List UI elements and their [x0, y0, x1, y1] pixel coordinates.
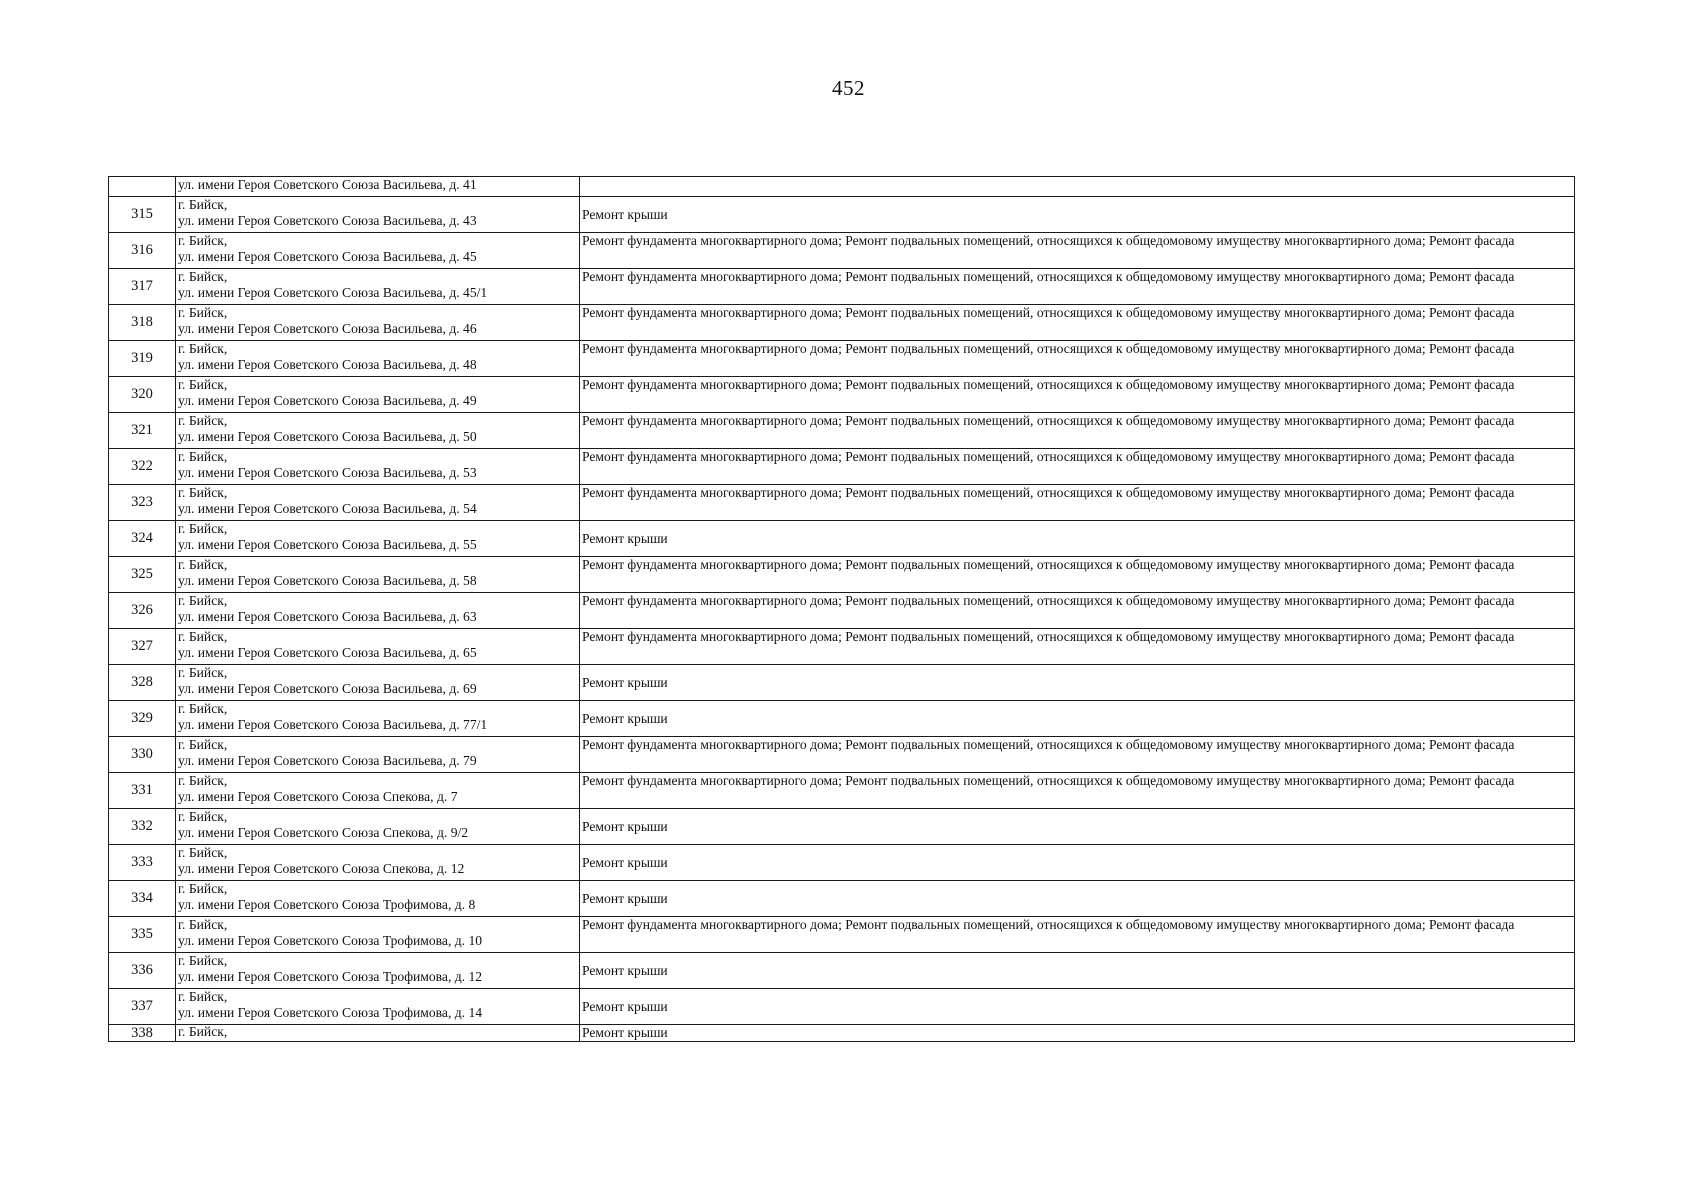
work-type-cell: Ремонт фундамента многоквартирного дома; Ремонт подвальных помещений, относящихся к общедомовому имуществу многоквартирного дома; Ремонт фасада — [580, 593, 1575, 629]
table-row — [109, 341, 1575, 377]
work-type-cell: Ремонт фундамента многоквартирного дома; Ремонт подвальных помещений, относящихся к общедомовому имуществу многоквартирного дома; Ремонт фасада — [580, 233, 1575, 269]
address-city: г. Бийск, — [178, 197, 228, 212]
row-number: 316 — [109, 233, 176, 269]
address-cell — [176, 773, 580, 809]
works-table — [108, 176, 1575, 1042]
row-number: 337 — [109, 989, 176, 1025]
address-cell — [176, 1025, 580, 1042]
address-street: ул. имени Героя Советского Союза Васильева, д. 63 — [178, 608, 477, 624]
row-number: 326 — [109, 593, 176, 629]
address-city: г. Бийск, — [178, 989, 228, 1004]
address-city: г. Бийск, — [178, 413, 228, 428]
address-city: г. Бийск, — [178, 377, 228, 392]
table-row — [109, 413, 1575, 449]
address-street: ул. имени Героя Советского Союза Спекова, д. 7 — [178, 788, 458, 804]
row-number: 338 — [109, 1025, 176, 1042]
address-cell — [176, 989, 580, 1025]
work-type-cell: Ремонт фундамента многоквартирного дома; Ремонт подвальных помещений, относящихся к общедомовому имуществу многоквартирного дома; Ремонт фасада — [580, 629, 1575, 665]
table-row — [109, 953, 1575, 989]
address-city: г. Бийск, — [178, 629, 228, 644]
table-row — [109, 1025, 1575, 1042]
address-city: г. Бийск, — [178, 305, 228, 320]
address-cell — [176, 377, 580, 413]
address-city: г. Бийск, — [178, 953, 228, 968]
address-city: г. Бийск, — [178, 233, 228, 248]
address-street: ул. имени Героя Советского Союза Васильева, д. 77/1 — [178, 716, 488, 732]
row-number: 330 — [109, 737, 176, 773]
work-type-cell: Ремонт фундамента многоквартирного дома; Ремонт подвальных помещений, относящихся к общедомовому имуществу многоквартирного дома; Ремонт фасада — [580, 377, 1575, 413]
address-city: г. Бийск, — [178, 557, 228, 572]
address-city: г. Бийск, — [178, 665, 228, 680]
address-cell — [176, 953, 580, 989]
row-number: 329 — [109, 701, 176, 737]
address-cell — [176, 485, 580, 521]
table-row — [109, 305, 1575, 341]
address-cell — [176, 845, 580, 881]
row-number: 332 — [109, 809, 176, 845]
table-row — [109, 269, 1575, 305]
work-type-cell: Ремонт крыши — [580, 953, 1575, 989]
work-type-cell: Ремонт крыши — [580, 989, 1575, 1025]
work-type-cell: Ремонт крыши — [580, 809, 1575, 845]
address-city: г. Бийск, — [178, 341, 228, 356]
address-cell — [176, 737, 580, 773]
address-city: г. Бийск, — [178, 809, 228, 824]
address-cell — [176, 917, 580, 953]
work-type-cell: Ремонт крыши — [580, 521, 1575, 557]
table-row — [109, 485, 1575, 521]
table-row — [109, 233, 1575, 269]
address-street: ул. имени Героя Советского Союза Трофимова, д. 12 — [178, 968, 483, 984]
address-street: ул. имени Героя Советского Союза Васильева, д. 43 — [178, 212, 477, 228]
address-street: ул. имени Героя Советского Союза Спекова, д. 9/2 — [178, 824, 469, 840]
work-type-cell: Ремонт фундамента многоквартирного дома; Ремонт подвальных помещений, относящихся к общедомовому имуществу многоквартирного дома; Ремонт фасада — [580, 341, 1575, 377]
work-type-cell — [580, 177, 1575, 197]
address-city: г. Бийск, — [178, 701, 228, 716]
row-number: 336 — [109, 953, 176, 989]
address-street: ул. имени Героя Советского Союза Васильева, д. 46 — [178, 320, 477, 336]
address-street: ул. имени Героя Советского Союза Васильева, д. 45/1 — [178, 284, 488, 300]
row-number: 335 — [109, 917, 176, 953]
row-number: 323 — [109, 485, 176, 521]
table-row — [109, 665, 1575, 701]
row-number: 315 — [109, 197, 176, 233]
address-city: г. Бийск, — [178, 845, 228, 860]
address-cell — [176, 233, 580, 269]
work-type-cell: Ремонт крыши — [580, 197, 1575, 233]
address-cell — [176, 269, 580, 305]
work-type-cell: Ремонт фундамента многоквартирного дома; Ремонт подвальных помещений, относящихся к общедомовому имуществу многоквартирного дома; Ремонт фасада — [580, 269, 1575, 305]
address-cell — [176, 305, 580, 341]
address-cell — [176, 809, 580, 845]
work-type-cell: Ремонт фундамента многоквартирного дома; Ремонт подвальных помещений, относящихся к общедомовому имуществу многоквартирного дома; Ремонт фасада — [580, 485, 1575, 521]
work-type-cell: Ремонт фундамента многоквартирного дома; Ремонт подвальных помещений, относящихся к общедомовому имуществу многоквартирного дома; Ремонт фасада — [580, 773, 1575, 809]
table-row — [109, 845, 1575, 881]
work-type-cell: Ремонт крыши — [580, 881, 1575, 917]
address-street: ул. имени Героя Советского Союза Васильева, д. 45 — [178, 248, 477, 264]
address-city: г. Бийск, — [178, 737, 228, 752]
address-cell — [176, 557, 580, 593]
table-row — [109, 701, 1575, 737]
work-type-cell: Ремонт фундамента многоквартирного дома; Ремонт подвальных помещений, относящихся к общедомовому имуществу многоквартирного дома; Ремонт фасада — [580, 449, 1575, 485]
address-cell — [176, 701, 580, 737]
work-type-cell: Ремонт фундамента многоквартирного дома; Ремонт подвальных помещений, относящихся к общедомовому имуществу многоквартирного дома; Ремонт фасада — [580, 305, 1575, 341]
table-row — [109, 737, 1575, 773]
work-type-cell: Ремонт фундамента многоквартирного дома; Ремонт подвальных помещений, относящихся к общедомовому имуществу многоквартирного дома; Ремонт фасада — [580, 917, 1575, 953]
address-cell — [176, 593, 580, 629]
address-street: ул. имени Героя Советского Союза Васильева, д. 69 — [178, 680, 477, 696]
address-cell — [176, 341, 580, 377]
work-type-cell: Ремонт крыши — [580, 665, 1575, 701]
address-city: г. Бийск, — [178, 485, 228, 500]
table-row — [109, 593, 1575, 629]
work-type-cell: Ремонт крыши — [580, 845, 1575, 881]
table-row — [109, 809, 1575, 845]
address-street: ул. имени Героя Советского Союза Васильева, д. 41 — [178, 177, 477, 192]
row-number: 331 — [109, 773, 176, 809]
address-street: ул. имени Героя Советского Союза Трофимова, д. 14 — [178, 1004, 483, 1020]
table-row — [109, 177, 1575, 197]
address-street: ул. имени Героя Советского Союза Васильева, д. 58 — [178, 572, 477, 588]
table-row — [109, 773, 1575, 809]
address-street: ул. имени Героя Советского Союза Васильева, д. 65 — [178, 644, 477, 660]
row-number: 318 — [109, 305, 176, 341]
table-row — [109, 989, 1575, 1025]
address-street: ул. имени Героя Советского Союза Васильева, д. 48 — [178, 356, 477, 372]
address-street: ул. имени Героя Советского Союза Васильева, д. 50 — [178, 428, 477, 444]
row-number: 328 — [109, 665, 176, 701]
table-row — [109, 377, 1575, 413]
row-number: 322 — [109, 449, 176, 485]
work-type-cell: Ремонт фундамента многоквартирного дома; Ремонт подвальных помещений, относящихся к общедомовому имуществу многоквартирного дома; Ремонт фасада — [580, 413, 1575, 449]
row-number: 319 — [109, 341, 176, 377]
row-number: 327 — [109, 629, 176, 665]
address-street: ул. имени Героя Советского Союза Спекова, д. 12 — [178, 860, 465, 876]
address-cell — [176, 629, 580, 665]
table-row — [109, 449, 1575, 485]
address-city: г. Бийск, — [178, 593, 228, 608]
row-number — [109, 177, 176, 197]
row-number: 317 — [109, 269, 176, 305]
row-number: 320 — [109, 377, 176, 413]
table-row — [109, 917, 1575, 953]
work-type-cell: Ремонт фундамента многоквартирного дома; Ремонт подвальных помещений, относящихся к общедомовому имуществу многоквартирного дома; Ремонт фасада — [580, 737, 1575, 773]
address-cell — [176, 665, 580, 701]
address-city: г. Бийск, — [178, 521, 228, 536]
row-number: 321 — [109, 413, 176, 449]
address-city: г. Бийск, — [178, 269, 228, 284]
address-cell — [176, 413, 580, 449]
row-number: 325 — [109, 557, 176, 593]
address-street: ул. имени Героя Советского Союза Васильева, д. 54 — [178, 500, 477, 516]
address-cell — [176, 521, 580, 557]
table-row — [109, 197, 1575, 233]
table-row — [109, 629, 1575, 665]
row-number: 333 — [109, 845, 176, 881]
address-street: ул. имени Героя Советского Союза Васильева, д. 53 — [178, 464, 477, 480]
page-number: 452 — [832, 76, 865, 100]
row-number: 324 — [109, 521, 176, 557]
address-cell — [176, 449, 580, 485]
address-city: г. Бийск, — [178, 917, 228, 932]
address-cell — [176, 881, 580, 917]
address-city: г. Бийск, — [178, 449, 228, 464]
address-city: г. Бийск, — [178, 881, 228, 896]
address-city: г. Бийск, — [178, 1024, 228, 1039]
work-type-cell: Ремонт крыши — [580, 1025, 1575, 1042]
address-street: ул. имени Героя Советского Союза Трофимова, д. 10 — [178, 932, 483, 948]
table-row — [109, 557, 1575, 593]
address-cell — [176, 197, 580, 233]
address-street: ул. имени Героя Советского Союза Васильева, д. 49 — [178, 392, 477, 408]
work-type-cell: Ремонт крыши — [580, 701, 1575, 737]
address-city: г. Бийск, — [178, 773, 228, 788]
table-row — [109, 881, 1575, 917]
address-cell — [176, 177, 580, 197]
address-street: ул. имени Героя Советского Союза Трофимова, д. 8 — [178, 896, 476, 912]
work-type-cell: Ремонт фундамента многоквартирного дома; Ремонт подвальных помещений, относящихся к общедомовому имуществу многоквартирного дома; Ремонт фасада — [580, 557, 1575, 593]
address-street: ул. имени Героя Советского Союза Васильева, д. 55 — [178, 536, 477, 552]
works-table-body — [109, 177, 1575, 1042]
row-number: 334 — [109, 881, 176, 917]
table-row — [109, 521, 1575, 557]
address-street: ул. имени Героя Советского Союза Васильева, д. 79 — [178, 752, 477, 768]
